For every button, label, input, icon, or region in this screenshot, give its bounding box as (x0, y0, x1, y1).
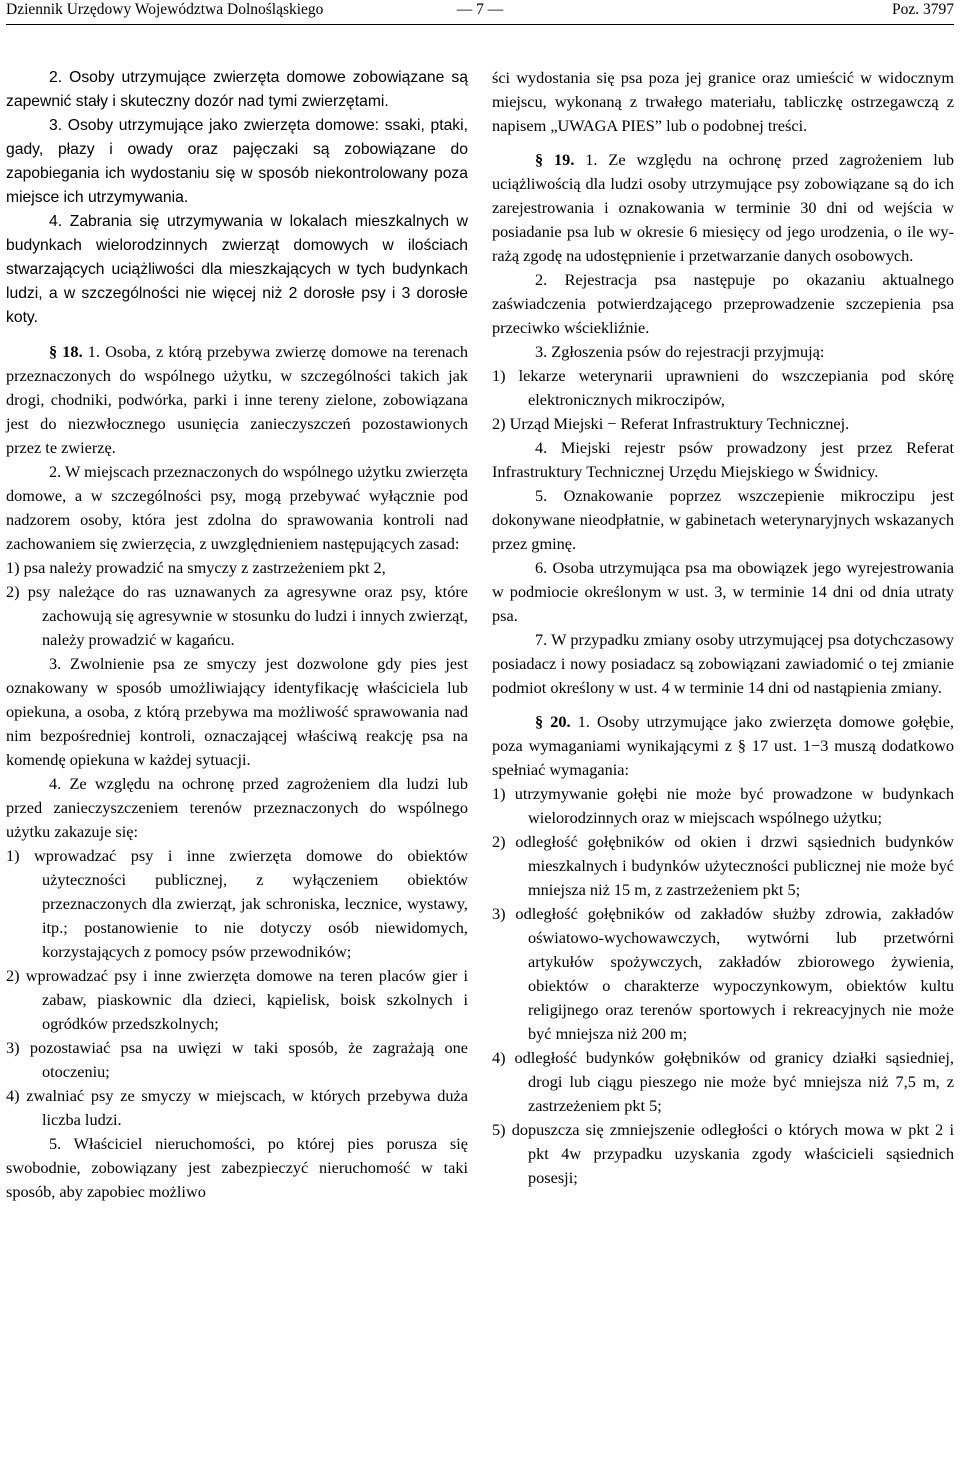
section-19-paragraph-2: 2. Rejestracja psa następuje po okazaniu aktualnego zaświadczenia potwierdzającego przeprowadzenie szczepienia psa przeciwko wściekliźnie. (492, 270, 954, 337)
list-item: 2) odległość gołębników od okien i drzwi sąsiednich budynków mieszkalnych i budynków użyteczności publicznej nie może być mniejsza niż 15 m, z zastrzeżeniem pkt 5; (492, 832, 954, 899)
journal-title: Dziennik Urzędowy Województwa Dolnośląskiego (6, 1, 324, 18)
list-item: 2) wprowadzać psy i inne zwierzęta domowe na teren placów gier i zabaw, piaskownic dla dzieci, kąpielisk, boisk szkolnych i ogródków przedszkolnych; (6, 966, 468, 1033)
right-column (492, 66, 954, 1190)
section-18-paragraph-2: 2. W miejscach przeznaczonych do wspólnego użytku zwierzęta domowe, a w szczególności psy, mogą przebywać wyłącznie pod nadzorem osoby, która jest zdolna do sprawowania kontroli nad zachowaniem się zwierzęcia, z uwzględnieniem następujących zasad: (6, 462, 468, 553)
list-item: 2) psy należące do ras uznawanych za agresywne oraz psy, które zachowują się agresywnie w stosunku do ludzi i innych zwierząt, należy prowadzić w kagańcu. (6, 582, 468, 649)
list-item: 4) odległość budynków gołębników od granicy działki sąsiedniej, drogi lub ciągu pieszego nie może być mniejsza niż 7,5 m, z zastrzeżeniem pkt 5; (492, 1048, 954, 1115)
list-item: 2) Urząd Miejski − Referat Infrastruktury Technicznej. (492, 414, 850, 433)
list-item: 1) lekarze weterynarii uprawnieni do wszczepiania pod skórę elektronicznych mikrocziрów, (492, 366, 954, 409)
section-19-paragraph-6: 6. Osoba utrzymująca psa ma obowiązek jego wyrejestrowania w podmiocie określonym w ust. 3, w terminie 14 dni od dnia utraty psa. (492, 558, 954, 625)
position-number: Poz. 3797 (892, 1, 954, 18)
paragraph-17-2: 2. Osoby utrzymujące zwierzęta domowe zobowiązane są zapewnić stały i skuteczny dozór nad tymi zwierzętami. (6, 69, 468, 110)
section-18-title: § 18. (49, 342, 83, 361)
list-item: 1) utrzymywanie gołębi nie może być prowadzone w budynkach wielorodzinnych oraz w miejscach wspólnego użytku; (492, 784, 954, 827)
section-19-paragraph-4: 4. Miejski rejestr psów prowadzony jest przez Referat Infrastruktury Technicznej Urzędu Miejskiego w Świdnicy. (492, 438, 954, 481)
section-19-paragraph-3: 3. Zgłoszenia psów do rejestracji przyjmują: (535, 342, 825, 361)
section-20-title: § 20. (535, 712, 571, 731)
section-18-p4-list (6, 844, 468, 1132)
section-19-p3-list (492, 364, 954, 436)
paragraph-17-4: 4. Zabrania się utrzymywania w lokalach mieszkalnych w budynkach wielorodzinnych zwierząt domowych w ilościach stwarzających uciążliwości dla mieszkających w tych budynkach ludzi, a w szczególności nie więcej niż 2 dorosłe psy i 3 dorosłe koty. (6, 213, 468, 326)
section-20-paragraph-1 (492, 710, 954, 782)
list-item: 1) wprowadzać psy i inne zwierzęta domowe do obiektów użyteczności publicznej, z wyłączeniem obiektów przeznaczonych dla zwierząt, jak schroniska, lecznice, wystawy, itp.; postanowienie to nie dotyczy osób niewidomych, korzystających z pomocy psów przewodników; (6, 846, 468, 961)
section-18-p1-text: 1. Osoba, z którą przebywa zwierzę domowe na terenach przeznaczonych do wspólnego użytku, w szczególności takich jak drogi, chodniki, podwórka, parki i inne tereny zielone, zobowiązana jest do niezwłocznego usunięcia zanieczyszczeń pozostawionych przez te zwierzę. (6, 342, 468, 457)
section-20-p1-text: 1. Osoby utrzymujące jako zwierzęta domowe gołębie, poza wymaganiami wynikającymi z § 17 ust. 1−3 muszą dodatkowo spełniać wymagania: (492, 712, 954, 779)
list-item: 1) psa należy prowadzić na smyczy z zastrzeżeniem pkt 2, (6, 558, 386, 577)
left-column (6, 66, 468, 1204)
section-18-paragraph-3: 3. Zwolnienie psa ze smyczy jest dozwolone gdy pies jest oznakowany w sposób umożliwiający identyfikację właściciela lub opiekuna, a osoba, z którą przebywa ma możliwość sprawowania nad nim bezpośredniej kontroli, oznaczającej właściwą reakcję psa na komendę opiekuna w każdej sytuacji. (6, 654, 468, 769)
section-18-p2-list (6, 556, 468, 652)
list-item: 5) dopuszcza się zmniejszenie odległości o których mowa w pkt 2 i pkt 4w przypadku uzyskania zgody właścicieli sąsiednich posesji; (492, 1120, 954, 1187)
section-18-paragraph-4: 4. Ze względu na ochronę przed zagrożeniem dla ludzi lub przed zanieczyszczeniem terenów przeznaczonych do wspólnego użytku zakazuje się: (6, 774, 468, 841)
continued-paragraph: ści wydostania się psa poza jej granice oraz umieścić w widocznym miejscu, wykonaną z trwałego materiału, tabliczkę ostrzegawczą z napisem „UWAGA PIES” lub o podobnej treści. (492, 68, 954, 135)
list-item: 3) odległość gołębników od zakładów służby zdrowia, zakładów oświatowo-wychowawczych, wytwórni lub przetwórni artykułów spożywczych, zakładów zbiorowego żywienia, obiektów o charakterze wypoczynkowym, obiektów kultu religijnego oraz terenów sportowych i rekreacyjnych nie może być mniejsza niż 200 m; (492, 904, 954, 1043)
list-item: 3) pozostawiać psa na uwięzi w taki sposób, że zagrażają one otoczeniu; (6, 1038, 468, 1081)
paragraph-17-3: 3. Osoby utrzymujące jako zwierzęta domowe: ssaki, ptaki, gady, płazy i owady oraz pajęczaki są zobowiązane do zapobiegania ich wydostaniu się w sposób niekontrolowany poza miejsce ich utrzymywania. (6, 117, 468, 206)
section-19-title: § 19. (535, 150, 575, 169)
page-number: — 7 — (456, 1, 504, 18)
section-19-paragraph-7: 7. W przypadku zmiany osoby utrzymującej psa dotychczasowy posiadacz i nowy posiadacz są zobowiązani zawiadomić o tej zmianie podmiot określony w ust. 4 w terminie 14 dni od nastąpienia zmiany. (492, 630, 954, 697)
list-item: 4) zwalniać psy ze smyczy w miejscach, w których przebywa duża liczba ludzi. (6, 1086, 468, 1129)
section-20-p1-list (492, 782, 954, 1190)
section-19-paragraph-1 (492, 148, 954, 268)
section-18-paragraph-1 (6, 340, 468, 460)
page-header (6, 0, 954, 25)
section-18-paragraph-5: 5. Właściciel nieruchomości, po której pies porusza się swobodnie, zobowiązany jest zabezpieczyć nieruchomość w taki sposób, aby zapobiec możliwo (6, 1134, 468, 1201)
section-19-paragraph-5: 5. Oznakowanie poprzez wszczepienie mikroczipu jest dokonywane nieodpłatnie, w gabinetach weterynaryjnych wskazanych przez gminę. (492, 486, 954, 553)
section-19-p1-text: 1. Ze względu na ochronę przed zagrożeniem lub uciążliwością dla ludzi osoby utrzymujące psy zobowiązane są do ich zarejestrowania i oznakowania w terminie 30 dni od wejścia w posiadanie psa lub w okresie 6 miesięcy od jego urodzenia, o ile wyrażą zgodę na udostępnienie i przetwarzanie danych osobowych. (492, 150, 955, 265)
